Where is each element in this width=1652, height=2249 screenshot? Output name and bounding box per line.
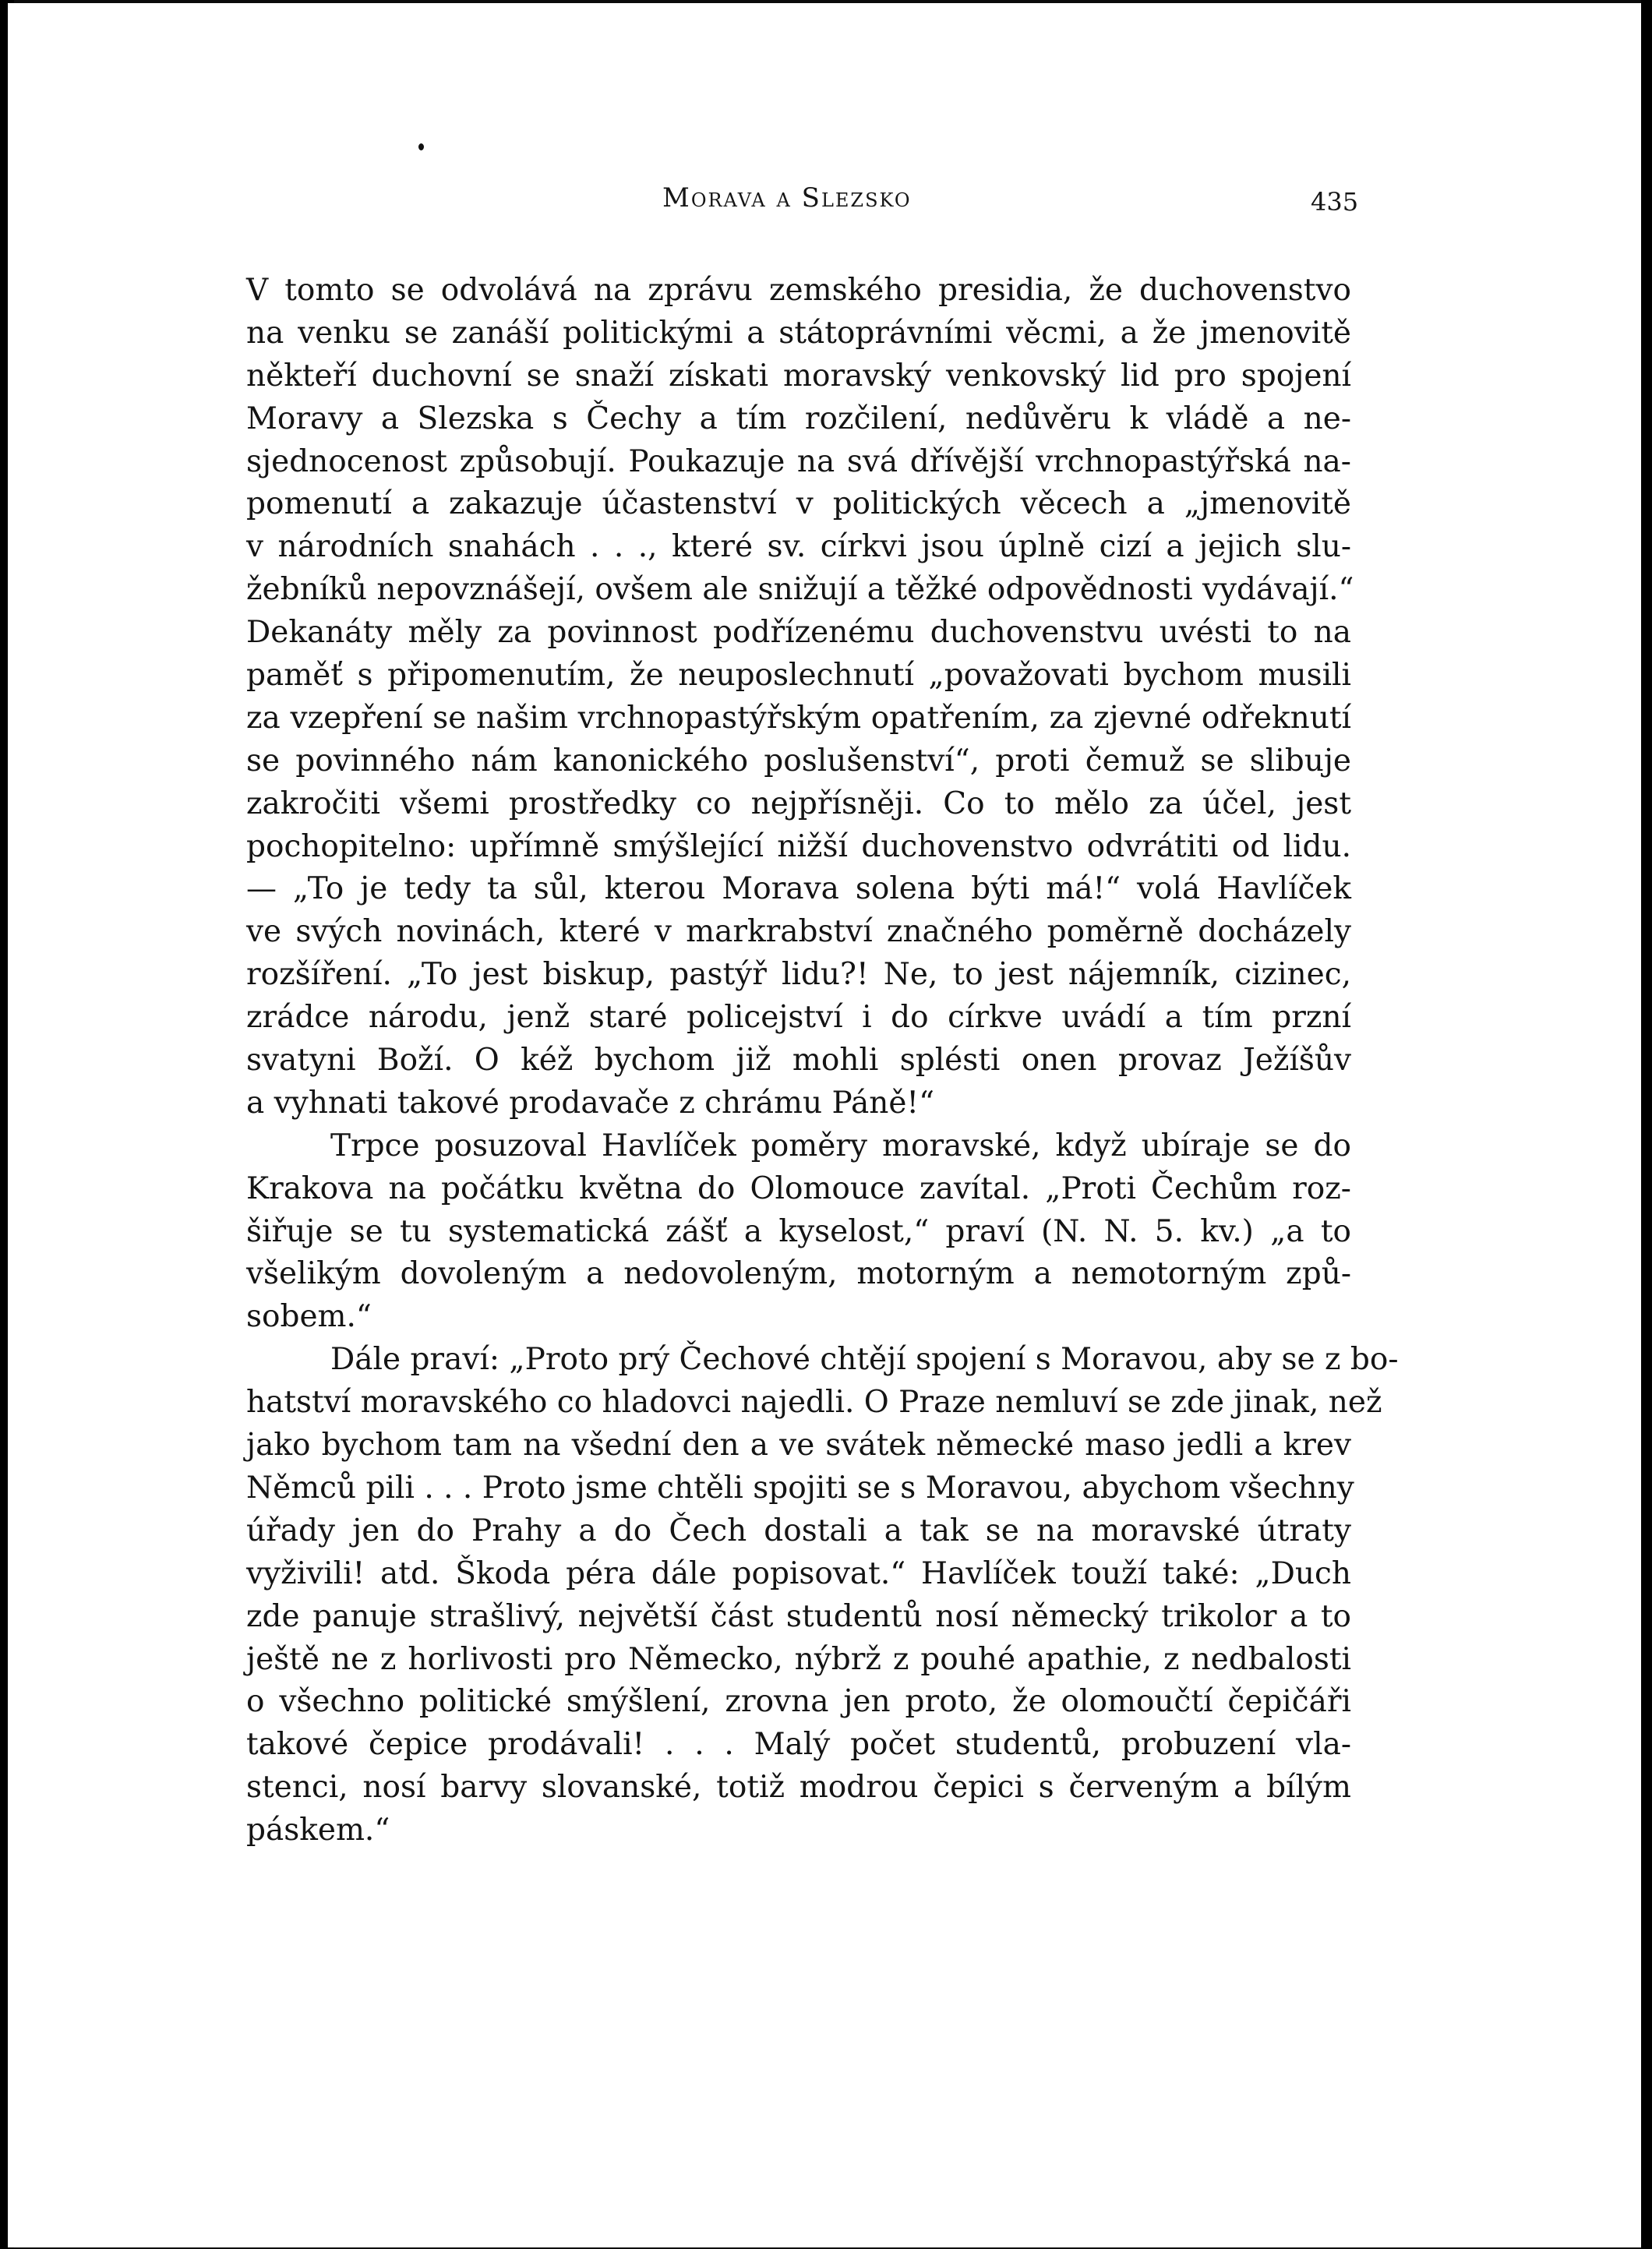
text-line: ve svých novinách, které v markrabství značného poměrně docházely [246,914,1351,950]
text-line: zrádce národu, jenž staré policejství i do církve uvádí a tím przní [246,1000,1351,1036]
text-line: Němců pili . . . Proto jsme chtěli spojiti se s Moravou, abychom všechny [246,1470,1354,1506]
text-line: Dále praví: „Proto prý Čechové chtějí spojení s Moravou, aby se z bo- [330,1342,1399,1378]
text-line: šiřuje se tu systematická zášť a kyselost,“ praví (N. N. 5. kv.) „a to [246,1213,1351,1249]
text-line: někteří duchovní se snaží získati moravský venkovský lid pro spojení [246,358,1351,394]
text-line: o všechno politické smýšlení, zrovna jen proto, že olomoučtí čepičáři [246,1684,1351,1720]
text-line: stenci, nosí barvy slovanské, totiž modrou čepici s červeným a bílým [246,1770,1351,1806]
text-line: na venku se zanáší politickými a státoprávními věcmi, a že jmenovitě [246,315,1351,351]
text-line: v národních snahách . . ., které sv. církvi jsou úplně cizí a jejich slu- [246,529,1351,565]
text-line: V tomto se odvolává na zprávu zemského presidia, že duchovenstvo [246,273,1351,308]
text-line: paměť s připomenutím, že neuposlechnutí „považovati bychom musili [246,658,1351,694]
text-line: všelikým dovoleným a nedovoleným, motorným a nemotorným způ- [246,1256,1351,1292]
scan-edge-right [1641,0,1652,2249]
text-line: Trpce posuzoval Havlíček poměry moravské, když ubíraje se do [330,1128,1351,1163]
text-line: hatství moravského co hladovci najedli. O Praze nemluví se zde jinak, než [246,1385,1382,1421]
text-line: za vzepření se našim vrchnopastýřským opatřením, za zjevné odřeknutí [246,700,1351,736]
text-line: zakročiti všemi prostředky co nejpřísněji. Co to mělo za účel, jest [246,786,1351,821]
text-line: pomenutí a zakazuje účastenství v politických věcech a „jmenovitě [246,486,1351,522]
text-line: Moravy a Slezska s Čechy a tím rozčilení, nedůvěru k vládě a ne- [246,401,1351,436]
text-line: a vyhnati takové prodavače z chrámu Páně!“ [246,1085,935,1121]
text-line: Krakova na počátku května do Olomouce zavítal. „Proti Čechům roz- [246,1170,1351,1206]
text-line: — „To je tedy ta sůl, kterou Morava solena býti má!“ volá Havlíček [246,871,1351,907]
text-line: takové čepice prodávali! . . . Malý počet studentů, probuzení vla- [246,1727,1351,1763]
text-line: jako bychom tam na všední den a ve svátek německé maso jedli a krev [246,1428,1351,1463]
scan-speck [418,143,424,150]
text-line: úřady jen do Prahy a do Čech dostali a tak se na moravské útraty [246,1513,1351,1548]
page-number: 435 [1311,187,1359,217]
body-text [246,270,1399,1852]
text-line: rozšíření. „To jest biskup, pastýř lidu?! Ne, to jest nájemník, cizinec, [246,957,1351,993]
text-line: sobem.“ [246,1299,372,1335]
text-line: pochopitelno: upřímně smýšlející nižší duchovenstvo odvrátiti od lidu. [246,828,1351,864]
book-page [8,3,1641,2247]
text-line: ještě ne z horlivosti pro Německo, nýbrž z pouhé apathie, z nedbalosti [246,1641,1351,1677]
text-line: se povinného nám kanonického poslušenství“, proti čemuž se slibuje [246,743,1351,778]
text-line: páskem.“ [246,1813,390,1848]
text-line: Dekanáty měly za povinnost podřízenému duchovenstvu uvésti to na [246,615,1351,651]
text-line: sjednocenost způsobují. Poukazuje na svá dřívější vrchnopastýřská na- [246,443,1351,479]
text-line: zde panuje strašlivý, největší část studentů nosí německý trikolor a to [246,1598,1351,1634]
text-line: žebníků nepovznášejí, ovšem ale snižují a těžké odpovědnosti vydávají.“ [246,572,1354,608]
running-title: Morava a Slezsko [662,182,912,214]
text-line: svatyni Boží. O kéž bychom již mohli splésti onen provaz Ježíšův [246,1043,1351,1079]
text-line: vyživili! atd. Škoda péra dále popisovat.“ Havlíček touží také: „Duch [246,1555,1351,1591]
